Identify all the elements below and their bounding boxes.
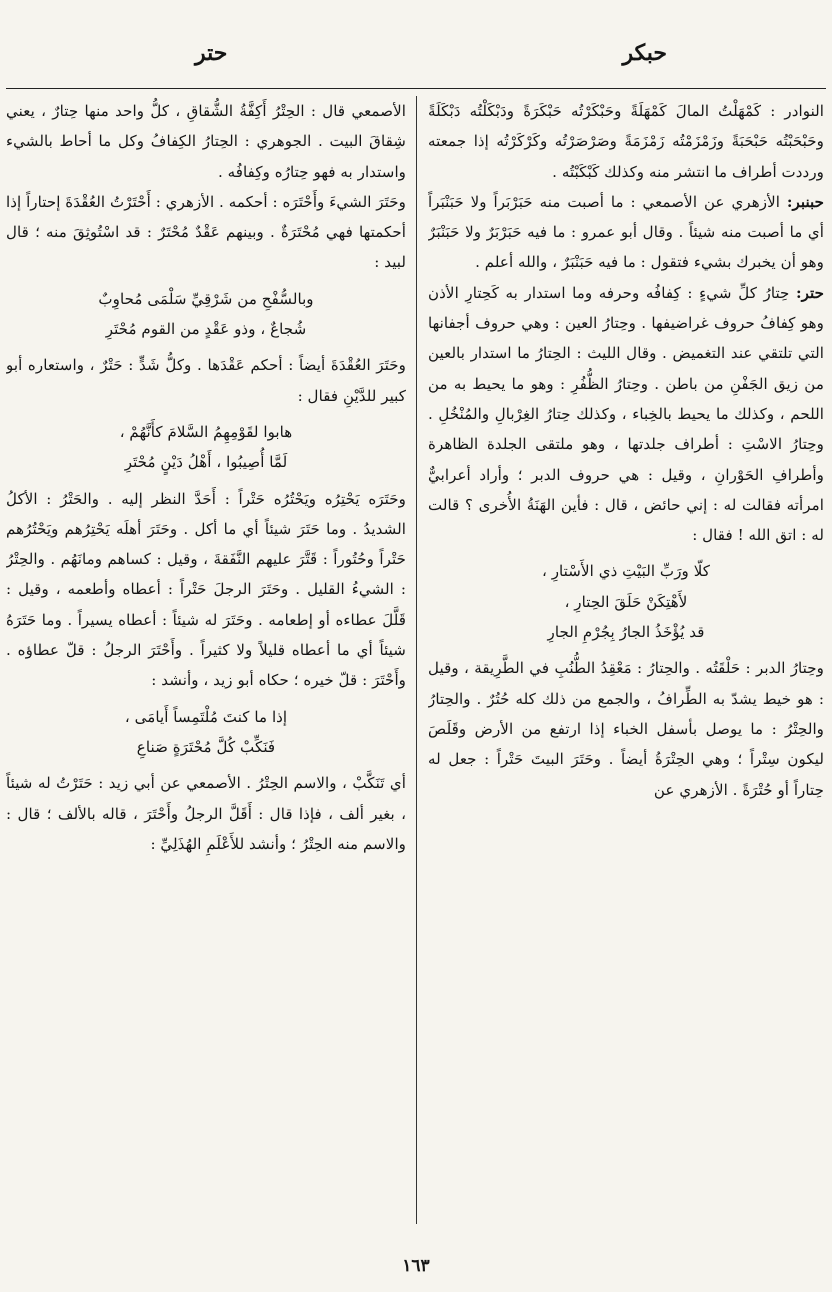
running-head-left: حتر — [195, 40, 228, 66]
verse-block — [6, 417, 406, 478]
headword: حتر: — [796, 283, 824, 302]
verse-block — [6, 284, 406, 345]
running-head-right: حبكر — [622, 40, 667, 66]
left-column — [6, 96, 406, 1224]
verse-line: لأَهْتِكَنْ حَلَقَ الحِتارِ ، — [564, 592, 688, 611]
header-rule — [6, 88, 826, 89]
verse-line: فَنَكِّبْ كُلَّ مُحْتَرَةٍ صَناعِ — [136, 737, 276, 756]
paragraph: النوادر : كَمْهَلْتُ المالَ كَمْهَلَةً وحَبْكَرْتُه حَبْكَرَةً ودَبْكَلْتُه دَبْكَلَةً وحَبْحَبْتُه حَبْحَبَةً وزَمْزَمْتُه زَمْزَمَةً وصَرْصَرْتُه وكَرْكَرْتُه إذا جمعته ورددت أطراف ما انتشر منه وكذلك كَبْكَبْتُه . — [428, 102, 824, 181]
entry-text: حِتارُ كلِّ شيءٍ : كِفافُه وحرفه وما استدار به كَحِتارِ الأذن وهو كِفافُ حروف غراضيفها . وحِتارُ العين : وهي حروف أجفانها التي تلتقي عند التغميض . وقال الليث : الحِتارُ ما استدار بالعين من زيق الجَفْنِ من باطن . وحِتارُ الظُّفُرِ : وهو ما يحيط به من اللحم ، وكذلك ما يحيط بالخِباء ، وكذلك حِتارُ الغِرْبالِ والمُنْخُلِ . وحِتارُ الاسْتِ : أطراف جلدتها ، وهو ملتقى الجلدة الظاهرة وأطرافِ الحَوْرانِ ، وقيل : هي حروف الدبر ؛ وأراد أعرابيٌّ امرأته فقالت له : إني حائض ، قال : فأين الهَنَةُ الأُخرى ؟ قالت له : اتق الله ! فقال : — [428, 283, 824, 545]
paragraph: الأصمعي قال : الحِتْرُ أَكِفَّةُ الشُّقاقِ ، كلُّ واحد منها حِتارٌ ، يعني شِقاقَ البيت . الجوهري : الحِتارُ الكِفافُ وكل ما أحاط بالشيء واستدار به فهو حِتارُه وكِفافُه . — [6, 102, 406, 181]
verse-line: كلّا ورَبِّ البَيْتِ ذي الأَسْتارِ ، — [541, 562, 711, 581]
headword: حبنبر: — [786, 192, 824, 211]
paragraph: وحِتارُ الدبر : حَلْقَتُه . والحِتارُ : مَعْقِدُ الطُّنُبِ في الطَّرِيقة ، وقيل : هو خيط يشدّ به الطِّرافُ ، والجمع من ذلك كله حُتُرٌ . والحِتارُ والحِتْرُ : ما يوصل بأسفل الخباء إذا ارتفع من الأرض وقَلَصَ ليكون سِتْراً ؛ وهي الحِتْرَةُ أيضاً . وحَتَرَ البيتَ حَتْراً : جعل له حِتاراً أو حُتْرَةً . الأزهري عن — [428, 659, 824, 799]
right-column — [428, 96, 824, 1224]
paragraph: وحَتَرَ الشيءَ وأَحْتَرَه : أحكمه . الأزهري : أَحْتَرْتُ العُقْدَةَ إحتاراً إذا أحكمتها فهي مُحْتَرَةٌ . وبينهم عَقْدٌ مُحْتَرٌ : قد اسْتُوثِقَ منه ؛ قال لبيد : — [6, 192, 406, 272]
paragraph: وحَتَرَه يَحْتِرُه ويَحْتُرُه حَتْراً : أَحَدَّ النظر إليه . والحَتْرُ : الأكلُ الشديدُ . وما حَتَرَ شيئاً أي ما أكل . وحَتَرَ أهلَه يَحْتِرُهم ويَحْتُرُهم حَتْراً وحُتُوراً : قَتَّرَ عليهم النَّفَقةَ ، وقيل : كساهم ومانَهُم . والحِتْرُ : الشيءُ القليل . وحَتَرَ الرجلَ حَتْراً : أعطاه وأطعمه ، وقيل : قَلَّلَ عطاءه أو إطعامه . وحَتَرَ له شيئاً : أعطاه يسيراً . وما حَتَرَهُ شيئاً أي ما أعطاه قليلاً ولا كثيراً . وأَحْتَرَ الرجلُ : قلّ عطاؤه . وأَحْتَرَ : قلّ خيره ؛ حكاه أبو زيد ، وأنشد : — [6, 489, 406, 690]
column-divider — [416, 96, 417, 1224]
entry-text: الأزهري عن الأصمعي : ما أصبت منه حَبَرْبَراً ولا حَبَنْبَراً أي ما أصبت منه شيئاً . وقال أبو عمرو : ما فيه حَبَرْبَرٌ ولا حَبَنْبَرٌ وهو أن يخبرك بشيء فتقول : ما فيه حَبَنْبَرٌ ، والله أعلم . — [428, 192, 824, 272]
page-number: ١٦٣ — [402, 1256, 430, 1276]
verse-block — [6, 702, 406, 763]
verse-line: إذا ما كنتَ مُلْتَمِساً أَيامَى ، — [124, 707, 288, 726]
paragraph: وحَتَرَ العُقْدَةَ أيضاً : أحكم عَقْدَها . وكلُّ شَدٍّ : حَتْرٌ ، واستعاره أبو كبير للدَّيْنِ فقال : — [6, 356, 406, 405]
verse-line: هابوا لقَوْمِهِمُ السَّلامَ كأَنَّهُمْ ، — [119, 422, 293, 441]
verse-line: قد يُؤْخَذُ الجارُ بِجُرْمِ الجارِ — [547, 623, 705, 642]
verse-line: وبالسُّفْحِ من شَرْقِيِّ سَلْمَى مُحاوِبٌ — [98, 289, 314, 308]
entry-paragraph — [428, 278, 824, 551]
verse-block — [428, 556, 824, 647]
verse-line: شُجاعٌ ، وذو عَقْدٍ من القوم مُحْتَرِ — [105, 320, 307, 339]
paragraph: أي تَنَكَّبْ ، والاسم الحِتْرُ . الأصمعي عن أبي زيد : حَتَرْتُ له شيئاً ، بغير ألف ، فإذا قال : أَقَلَّ الرجلُ وأَحْتَرَ ، قاله بالألف ؛ قال : والاسم منه الحِتْرُ ؛ وأنشد للأَعْلَمِ الهُذَلِيِّ : — [6, 774, 406, 853]
entry-paragraph — [428, 187, 824, 278]
verse-line: لَمَّا أُصِيبُوا ، أَهْلُ دَيْنٍ مُحْتَرِ — [124, 453, 288, 472]
